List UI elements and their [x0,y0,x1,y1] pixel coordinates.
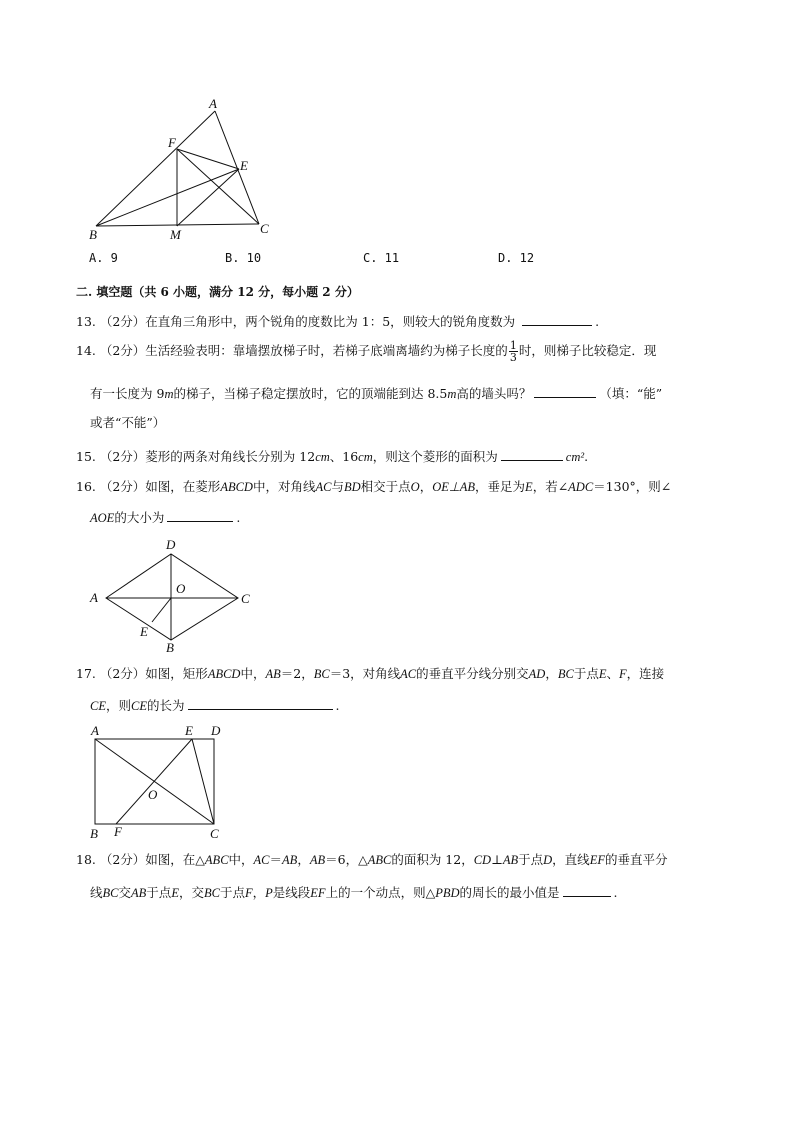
section-title: 二. 填空题（共 6 小题，满分 12 分，每小题 2 分） [76,285,359,299]
label-F: F [168,135,176,150]
label-C: C [210,826,219,841]
figure-q12-triangle [84,96,284,246]
label-B: B [89,227,97,242]
label-C: C [241,591,250,606]
choice-d: D. 12 [498,251,535,265]
choice-c: C. 11 [363,251,400,265]
label-C: C [260,221,269,236]
q13-answer-blank[interactable] [522,311,592,326]
label-B: B [90,826,98,841]
label-D: D [211,723,221,738]
question-18-line2: 线BC交AB于点E，交BC于点F，P是线段EF上的一个动点，则△PBD的周长的最小值是 . [90,882,618,903]
question-14: 14. （2分）生活经验表明：靠墙摆放梯子时，若梯子底端离墙约为梯子长度的 $\frac{1}{3}$ 时，则梯子比较稳定．现 [76,339,657,364]
question-14-line3: 或者“不能”） [90,415,166,430]
label-M: M [170,227,181,242]
label-O: O [176,581,186,596]
label-B: B [166,640,174,655]
question-16: 16. （2分）如图，在菱形ABCD中，对角线AC与BD相交于点O，OE⊥AB，垂足为E，若∠ADC＝130°，则∠ [76,479,672,494]
q17-answer-blank[interactable] [188,695,333,710]
label-A: A [91,723,99,738]
q16-answer-blank[interactable] [167,507,233,522]
label-A: A [90,590,98,605]
label-E: E [240,158,248,173]
q18-answer-blank[interactable] [563,882,611,897]
choice-a: A. 9 [89,251,118,265]
question-17: 17. （2分）如图，矩形ABCD中，AB＝2，BC＝3，对角线AC的垂直平分线分别交AD，BC于点E、F，连接 [76,666,665,681]
question-14-line2: 有一长度为 9m的梯子，当梯子稳定摆放时，它的顶端能到达 8.5m高的墙头吗？ （填：“能” [90,383,662,404]
figure-q16-rhombus [86,536,266,656]
label-E: E [140,624,148,639]
choice-b: B. 10 [225,251,262,265]
fraction-one-third: $\frac{1}{3}$ [509,339,517,364]
q13-text: 13. （2分）在直角三角形中，两个锐角的度数比为 1：5，则较大的锐角度数为 [76,314,516,329]
question-15: 15. （2分）菱形的两条对角线长分别为 12cm、16cm，则这个菱形的面积为 cm². [76,446,588,467]
label-A: A [209,96,217,111]
question-13: 13. （2分）在直角三角形中，两个锐角的度数比为 1：5，则较大的锐角度数为 . [76,311,599,332]
label-E: E [185,723,193,738]
figure-q17-rectangle [86,722,236,846]
question-16-line2: AOE的大小为 . [90,507,240,528]
question-18: 18. （2分）如图，在△ABC中，AC＝AB，AB＝6，△ABC的面积为 12，CD⊥AB于点D，直线EF的垂直平分 [76,852,668,867]
label-O: O [148,787,158,802]
q15-answer-blank[interactable] [501,446,563,461]
label-F: F [114,824,122,839]
question-17-line2: CE，则CE的长为 . [90,695,339,716]
q14-answer-blank[interactable] [534,383,596,398]
label-D: D [166,537,176,552]
